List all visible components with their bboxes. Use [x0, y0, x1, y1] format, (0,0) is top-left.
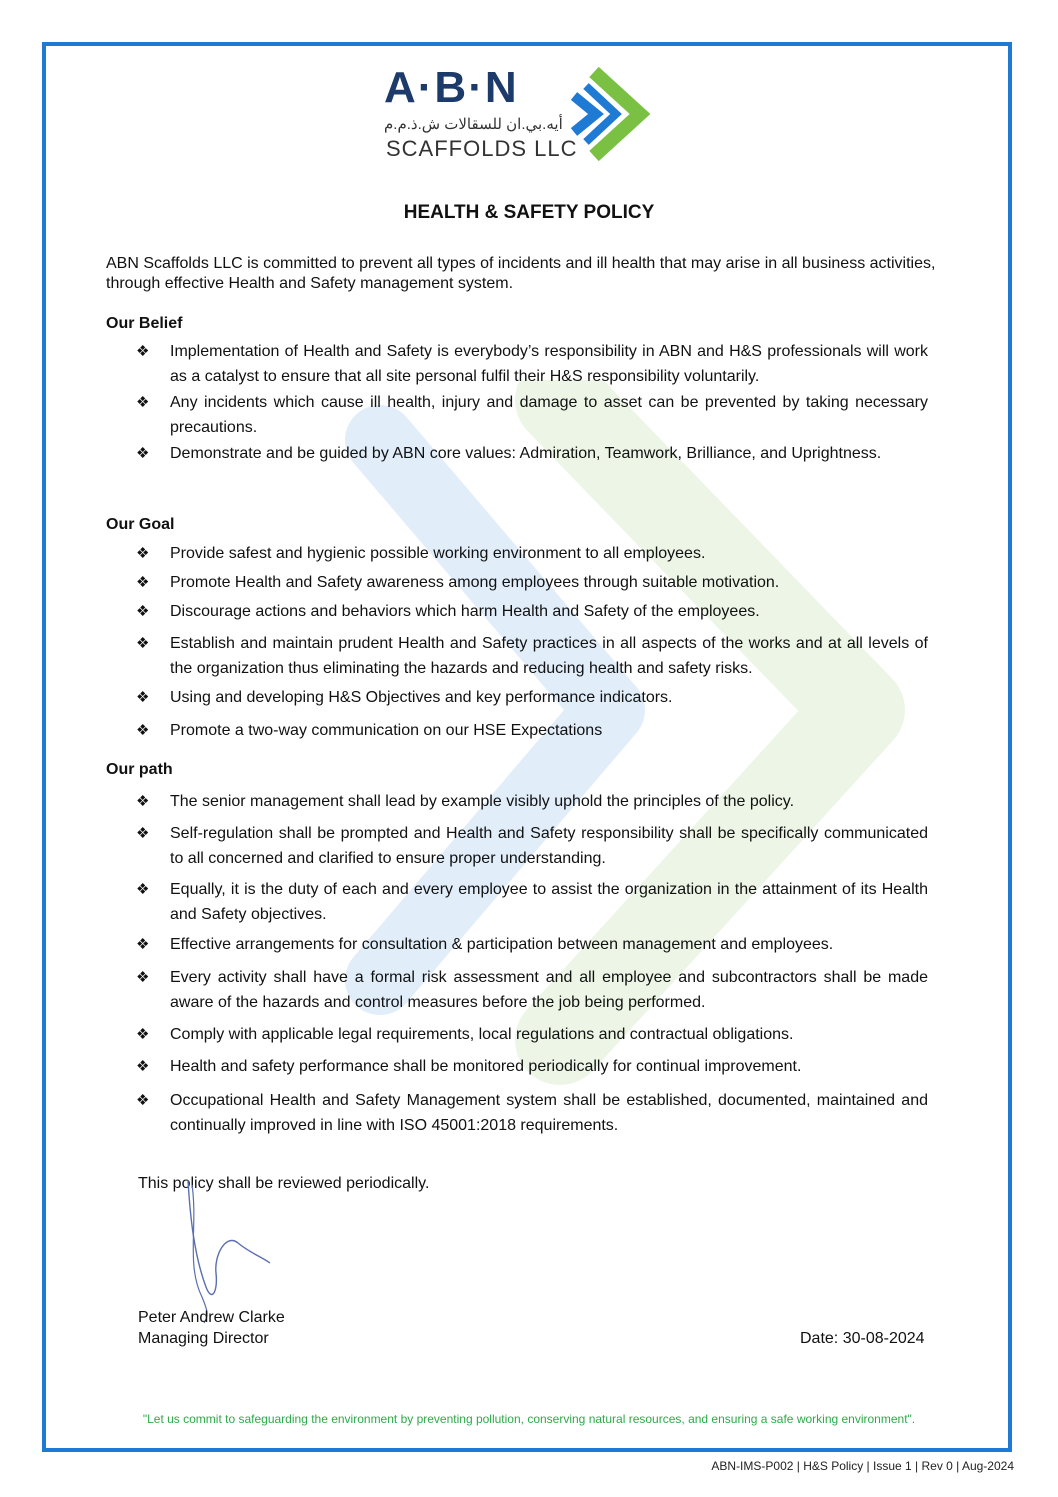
section-heading-path: Our path	[106, 761, 173, 778]
diamond-bullet-icon: ❖	[136, 343, 150, 360]
logo-subtitle: SCAFFOLDS LLC	[386, 136, 578, 161]
list-item	[136, 631, 928, 681]
diamond-bullet-icon: ❖	[136, 689, 150, 706]
list-item-text: Every activity shall have a formal risk assessment and all employee and subcontractors shall be made aware of the hazards and control measures before the job being performed.	[170, 969, 928, 1011]
list-item	[136, 789, 928, 814]
diamond-bullet-icon: ❖	[136, 603, 150, 620]
review-note: This policy shall be reviewed periodically.	[138, 1175, 430, 1192]
diamond-bullet-icon: ❖	[136, 936, 150, 953]
list-item	[136, 599, 928, 624]
list-item-text: Promote a two-way communication on our HSE Expectations	[170, 722, 603, 739]
section-heading-belief: Our Belief	[106, 315, 183, 332]
list-item	[136, 718, 928, 743]
company-logo	[384, 63, 674, 166]
list-item	[136, 339, 928, 389]
document-reference: ABN-IMS-P002 | H&S Policy | Issue 1 | Rev 0 | Aug-2024	[711, 1459, 1014, 1473]
list-item	[136, 965, 928, 1015]
logo-chevron-icon	[564, 66, 670, 162]
footer-quote: "Let us commit to safeguarding the environment by preventing pollution, conserving natural resources, and ensuring a safe working environment".	[142, 1412, 916, 1426]
section-heading-goal: Our Goal	[106, 516, 175, 533]
list-item-text: Demonstrate and be guided by ABN core values: Admiration, Teamwork, Brilliance, and Uprightness.	[170, 445, 882, 462]
diamond-bullet-icon: ❖	[136, 445, 150, 462]
diamond-bullet-icon: ❖	[136, 825, 150, 842]
page-title: HEALTH & SAFETY POLICY	[403, 202, 655, 223]
diamond-bullet-icon: ❖	[136, 793, 150, 810]
list-item	[136, 877, 928, 927]
list-item	[136, 932, 928, 957]
diamond-bullet-icon: ❖	[136, 722, 150, 739]
logo-wordmark: A·B·N	[384, 63, 519, 112]
diamond-bullet-icon: ❖	[136, 881, 150, 898]
list-item-text: The senior management shall lead by example visibly uphold the principles of the policy.	[170, 793, 795, 810]
list-item-text: Any incidents which cause ill health, injury and damage to asset can be prevented by taking necessary precautions.	[170, 394, 928, 436]
diamond-bullet-icon: ❖	[136, 574, 150, 591]
diamond-bullet-icon: ❖	[136, 969, 150, 986]
handwritten-signature	[180, 1175, 280, 1330]
intro-paragraph: ABN Scaffolds LLC is committed to prevent all types of incidents and ill health that may arise in all business activities, through effective Health and Safety management system.	[106, 255, 936, 292]
list-item	[136, 1088, 928, 1138]
diamond-bullet-icon: ❖	[136, 1058, 150, 1075]
list-item-text: Occupational Health and Safety Management system shall be established, documented, maintained and continually improved in line with ISO 45001:2018 requirements.	[170, 1092, 928, 1134]
list-item-text: Effective arrangements for consultation & participation between management and employees.	[170, 936, 834, 953]
list-item-text: Self-regulation shall be prompted and Health and Safety responsibility shall be specifically communicated to all concerned and clarified to ensure proper understanding.	[170, 825, 928, 867]
diamond-bullet-icon: ❖	[136, 1092, 150, 1109]
list-item	[136, 570, 928, 595]
diamond-bullet-icon: ❖	[136, 394, 150, 411]
list-item-text: Establish and maintain prudent Health and Safety practices in all aspects of the works and at all levels of the organization thus eliminating the hazards and reducing health and safety risks.	[170, 635, 928, 677]
list-item	[136, 1054, 928, 1079]
logo-arabic-name: أيه.بي.ان للسقالات ش.ذ.م.م	[384, 116, 563, 133]
list-item-text: Comply with applicable legal requirements, local regulations and contractual obligations.	[170, 1026, 794, 1043]
list-item-text: Implementation of Health and Safety is everybody’s responsibility in ABN and H&S professionals will work as a catalyst to ensure that all site personal fulfil their H&S responsibility voluntarily.	[170, 343, 928, 385]
list-item-text: Using and developing H&S Objectives and key performance indicators.	[170, 689, 673, 706]
list-item	[136, 1022, 928, 1047]
list-item-text: Promote Health and Safety awareness among employees through suitable motivation.	[170, 574, 780, 591]
list-item	[136, 390, 928, 440]
list-item-text: Provide safest and hygienic possible working environment to all employees.	[170, 545, 706, 562]
list-item	[136, 685, 928, 710]
list-item	[136, 821, 928, 871]
list-item-text: Discourage actions and behaviors which harm Health and Safety of the employees.	[170, 603, 760, 620]
list-item	[136, 541, 928, 566]
diamond-bullet-icon: ❖	[136, 545, 150, 562]
list-item	[136, 441, 928, 466]
signatory-name: Peter Andrew Clarke	[138, 1309, 285, 1326]
list-item-text: Equally, it is the duty of each and every employee to assist the organization in the attainment of its Health and Safety objectives.	[170, 881, 928, 923]
signature-date: Date: 30-08-2024	[800, 1330, 925, 1347]
list-item-text: Health and safety performance shall be monitored periodically for continual improvement.	[170, 1058, 802, 1075]
diamond-bullet-icon: ❖	[136, 635, 150, 652]
diamond-bullet-icon: ❖	[136, 1026, 150, 1043]
signatory-role: Managing Director	[138, 1330, 269, 1347]
